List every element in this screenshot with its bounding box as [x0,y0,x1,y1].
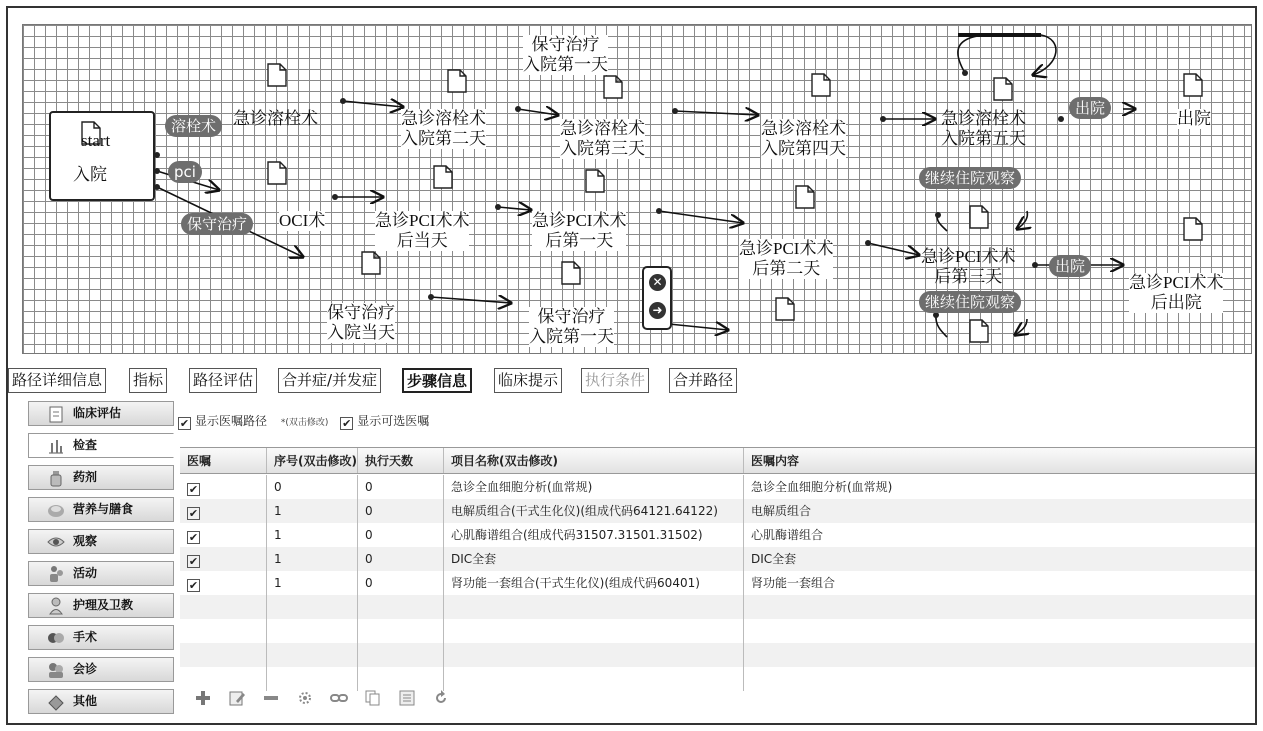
show-optional-orders-label: 显示可选医嘱 [357,414,430,428]
cell-seq[interactable]: 1 [267,523,358,547]
empty-cell [180,595,267,619]
node-line: 急诊溶栓术 [941,109,1026,128]
eye-icon [47,533,65,551]
empty-cell [744,643,1257,667]
flow-connectors [23,25,1253,355]
document-icon [993,77,1013,101]
node-line: 急诊溶栓术 [560,119,645,138]
table-row[interactable] [180,523,1257,547]
sidebar-item-chart[interactable] [28,433,174,458]
cell-seq[interactable]: 1 [267,547,358,571]
node-line: 后第三天 [934,267,1003,286]
surgery-icon [47,629,65,647]
discharge-pill[interactable]: 出院 [1069,97,1111,119]
node-thrombolysis-day4[interactable] [761,119,846,159]
sidebar-item-label: 活动 [73,566,98,580]
table-row-empty[interactable] [180,595,1257,619]
consult-icon [47,661,65,679]
sidebar-item-food[interactable] [28,497,174,522]
tab-merge-paths[interactable]: 合并路径 [669,368,737,393]
discharge-pill[interactable]: 出院 [1049,255,1091,277]
tab-indicators[interactable]: 指标 [129,368,167,393]
activity-icon [47,565,65,583]
start-node-label: start [81,131,111,150]
node-line: 保守治疗 [537,307,606,326]
order-checkbox[interactable] [180,499,267,523]
cell-name[interactable]: 电解质组合(干式生化仪)(组成代码64121.64122) [444,499,744,523]
dblclick-hint: *(双击修改) [280,418,329,428]
table-row[interactable] [180,475,1257,499]
document-icon [775,297,795,321]
sidebar-item-label: 会诊 [73,662,98,676]
cell-content[interactable]: 急诊全血细胞分析(血常规) [744,475,1257,499]
node-pci-day3[interactable] [921,247,1015,287]
order-checkbox-icon[interactable]: ✔ [188,483,199,496]
document-icon [585,169,605,193]
start-node[interactable] [49,111,155,201]
sidebar-item-clipboard[interactable] [28,401,174,426]
cell-name[interactable]: 肾功能一套组合(干式生化仪)(组成代码60401) [444,571,744,595]
empty-cell [358,619,444,643]
empty-cell [267,595,358,619]
order-checkbox-icon[interactable]: ✔ [188,555,199,568]
cell-content[interactable]: 心肌酶谱组合 [744,523,1257,547]
node-line: 入院第五天 [941,129,1026,148]
sidebar-item-label: 观察 [73,534,98,548]
document-icon [969,319,989,343]
node-conservative-day1[interactable] [529,307,614,347]
workflow-editor-window [6,6,1257,725]
nurse-icon [47,597,65,615]
column-header[interactable]: 医嘱 [180,448,267,473]
node-conservative-day0[interactable] [327,303,395,343]
branch-pci-pill[interactable]: pci [168,161,202,183]
sidebar-item-consult[interactable] [28,657,174,682]
food-icon [47,501,65,519]
node-line: 急诊溶栓术 [401,109,486,128]
branch-thrombolysis-pill[interactable]: 溶栓术 [165,115,222,137]
tab-bar [8,368,1257,394]
options-row [178,412,429,430]
cell-name[interactable]: 心肌酶谱组合(组成代码31507.31501.31502) [444,523,744,547]
empty-cell [358,667,444,691]
node-line: 保守治疗 [327,303,395,322]
empty-cell [358,643,444,667]
sidebar-item-label: 药剂 [73,470,98,484]
table-row[interactable] [180,547,1257,571]
config-icon[interactable] [296,689,314,707]
node-oci[interactable]: OCI术 [279,211,326,230]
node-line: 后第一天 [545,231,614,250]
tab-clinical-tips[interactable]: 临床提示 [494,368,562,393]
node-line: 急诊PCI术术 [1129,273,1224,292]
node-line: 后出院 [1150,293,1202,312]
sidebar-item-label: 手术 [73,630,98,644]
document-icon [561,261,581,285]
table-row-empty[interactable] [180,667,1257,691]
tab-path-evaluation[interactable]: 路径评估 [189,368,257,393]
cell-content[interactable]: 电解质组合 [744,499,1257,523]
order-checkbox[interactable] [180,547,267,571]
node-emergency-thrombolysis[interactable]: 急诊溶栓术 [233,109,318,128]
empty-cell [744,667,1257,691]
empty-cell [180,619,267,643]
order-checkbox[interactable] [180,475,267,499]
empty-cell [444,643,744,667]
node-line: 入院第一天 [529,327,614,346]
document-icon [811,73,831,97]
cell-seq[interactable]: 1 [267,499,358,523]
admission-label: 入院 [73,165,107,184]
node-pci-day1[interactable] [532,211,626,251]
sidebar-item-bottle[interactable] [28,465,174,490]
order-checkbox-icon[interactable]: ✔ [188,531,199,544]
link-icon[interactable] [330,689,348,707]
document-icon [795,185,815,209]
sidebar-item-label: 检查 [73,438,98,452]
sidebar-item-label: 其他 [73,694,98,708]
edit-icon[interactable] [228,689,246,707]
other-icon [47,693,65,711]
show-optional-orders-checkbox[interactable]: ✔ [342,417,352,430]
node-line: 后第二天 [752,259,821,278]
sidebar-item-label: 护理及卫教 [73,598,134,612]
cell-seq[interactable]: 0 [267,475,358,499]
node-line: 入院第二天 [401,129,486,148]
order-checkbox[interactable] [180,523,267,547]
document-icon [1183,73,1203,97]
delete-node-icon[interactable]: ✕ [649,274,666,291]
sidebar-item-activity[interactable] [28,561,174,586]
node-pci-day0[interactable] [375,211,469,251]
node-thrombolysis-day5[interactable] [941,109,1026,149]
node-line: 急诊PCI术术 [375,211,470,230]
copy-icon[interactable] [364,689,382,707]
cell-days[interactable]: 0 [358,571,444,595]
branch-conservative-pill[interactable]: 保守治疗 [181,213,253,235]
document-icon [969,205,989,229]
node-line: 保守治疗 [531,35,600,54]
cell-content[interactable]: DIC全套 [744,547,1257,571]
sidebar-item-eye[interactable] [28,529,174,554]
node-line: 后当天 [396,231,448,250]
add-icon[interactable] [194,689,212,707]
node-line: 急诊PCI术术 [921,247,1016,266]
sidebar-item-surgery[interactable] [28,625,174,650]
tab-step-info[interactable]: 步骤信息 [402,368,472,393]
node-line: 入院第四天 [761,139,846,158]
continue-observation-pill[interactable]: 继续住院观察 [919,167,1021,189]
tab-path-detail[interactable]: 路径详细信息 [8,368,106,393]
node-line: 入院当天 [327,323,395,342]
node-line: 入院第一天 [523,55,608,74]
node-discharge[interactable]: 出院 [1177,109,1211,128]
empty-cell [744,595,1257,619]
node-line: 急诊PCI术术 [532,211,627,230]
tab-complications[interactable]: 合并症/并发症 [278,368,381,393]
pathway-flow-canvas[interactable] [22,24,1252,354]
tab-execution-conditions[interactable]: 执行条件 [581,368,649,393]
orders-table [180,447,1257,684]
sidebar-item-label: 营养与膳食 [73,502,134,516]
empty-cell [267,619,358,643]
empty-cell [358,595,444,619]
category-sidebar [28,401,174,723]
empty-cell [444,595,744,619]
empty-cell [180,667,267,691]
continue-observation-pill[interactable]: 继续住院观察 [919,291,1021,313]
sidebar-item-nurse[interactable] [28,593,174,618]
document-icon [1183,217,1203,241]
cell-days[interactable]: 0 [358,475,444,499]
empty-cell [180,643,267,667]
table-row-empty[interactable] [180,619,1257,643]
order-checkbox-icon[interactable]: ✔ [188,579,199,592]
order-checkbox[interactable] [180,571,267,595]
list-icon[interactable] [398,689,416,707]
node-thrombolysis-day3[interactable] [560,119,645,159]
refresh-icon[interactable] [432,689,450,707]
document-icon [433,165,453,189]
sidebar-item-other[interactable] [28,689,174,714]
bottle-icon [47,469,65,487]
cell-days[interactable]: 0 [358,499,444,523]
table-row[interactable] [180,499,1257,523]
document-icon [603,75,623,99]
cell-name[interactable]: 急诊全血细胞分析(血常规) [444,475,744,499]
show-path-orders-checkbox[interactable]: ✔ [179,417,190,430]
empty-cell [267,643,358,667]
empty-cell [744,619,1257,643]
order-checkbox-icon[interactable]: ✔ [188,507,199,520]
sidebar-item-label: 临床评估 [73,406,122,420]
empty-cell [444,619,744,643]
node-line: 入院第三天 [560,139,645,158]
table-row-empty[interactable] [180,643,1257,667]
node-thrombolysis-day2[interactable] [401,109,486,149]
empty-cell [444,667,744,691]
remove-icon[interactable] [262,689,280,707]
node-pci-discharge[interactable] [1129,273,1223,313]
chart-icon [47,437,65,455]
document-icon [267,63,287,87]
column-header[interactable]: 序号(双击修改) [267,448,358,473]
column-header[interactable]: 医嘱内容 [744,448,1257,473]
show-path-orders-label: 显示医嘱路径 [195,414,268,428]
node-pci-day2[interactable] [739,239,833,279]
connect-node-icon[interactable]: ➜ [649,302,666,319]
document-icon [447,69,467,93]
cell-days[interactable]: 0 [358,547,444,571]
cell-days[interactable]: 0 [358,523,444,547]
node-line: 急诊溶栓术 [761,119,846,138]
empty-cell [267,667,358,691]
column-header[interactable]: 执行天数 [358,448,444,473]
cell-name[interactable]: DIC全套 [444,547,744,571]
document-icon [361,251,381,275]
column-header[interactable]: 项目名称(双击修改) [444,448,744,473]
document-icon [267,161,287,185]
cell-seq[interactable]: 1 [267,571,358,595]
node-line: 急诊PCI术术 [739,239,834,258]
node-control-box [642,266,672,330]
table-header-row [180,448,1257,474]
table-row[interactable] [180,571,1257,595]
node-conservative-day1-top[interactable] [523,35,608,75]
clipboard-icon [47,405,65,423]
cell-content[interactable]: 肾功能一套组合 [744,571,1257,595]
